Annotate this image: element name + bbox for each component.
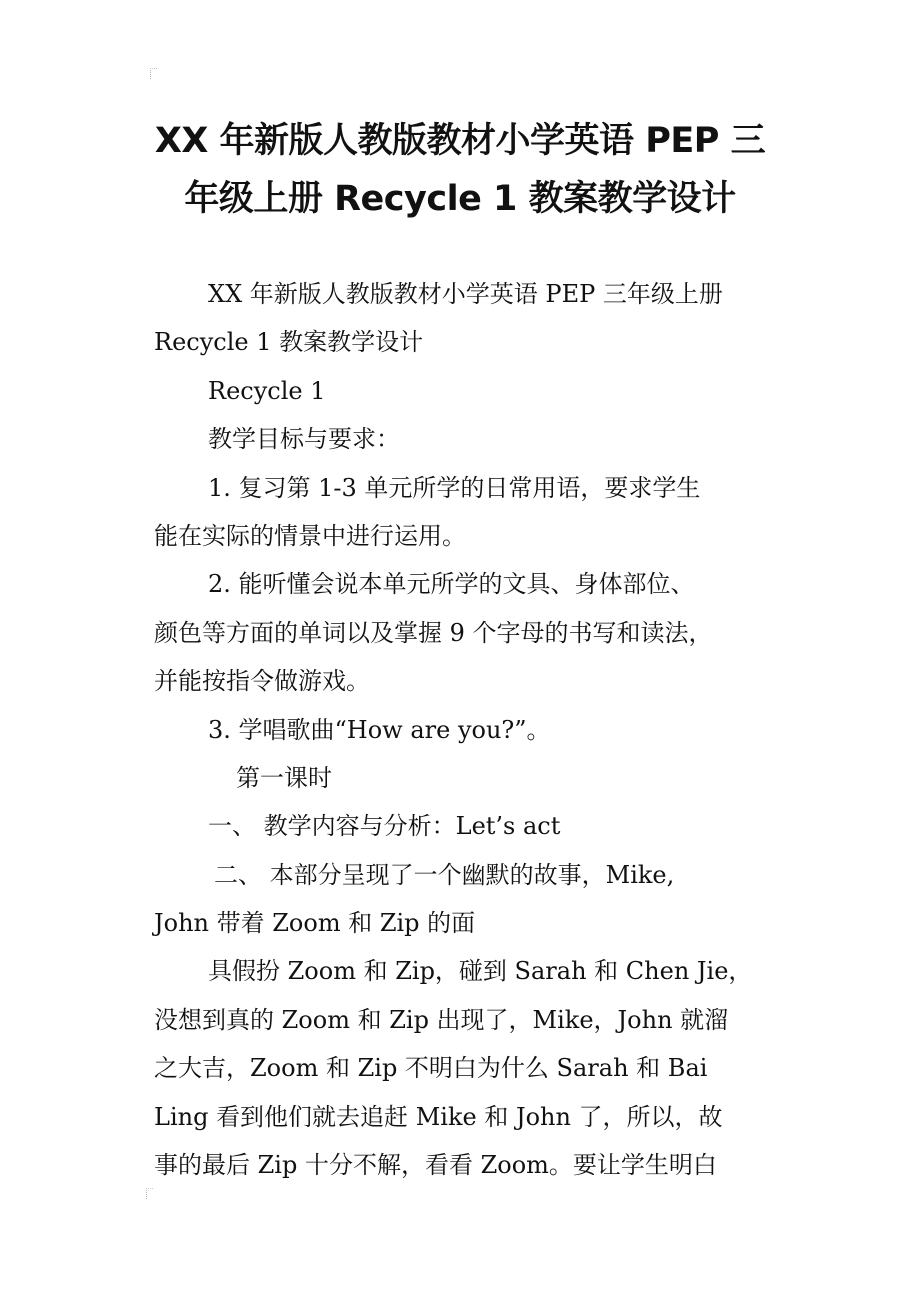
paragraph-line: XX 年新版人教版教材小学英语 PEP 三年级上册: [208, 280, 723, 308]
paragraph-line: Recycle 1 教案教学设计: [154, 328, 424, 357]
paragraph-line: Recycle 1: [208, 376, 326, 405]
paragraph-line: 具假扮 Zoom 和 Zip，碰到 Sarah 和 Chen Jie，: [208, 957, 753, 986]
paragraph-line: 并能按指令做游戏。: [154, 667, 370, 696]
list-item: 二、 本部分呈现了一个幽默的故事，Mike,: [214, 860, 675, 889]
lesson-heading: 第一课时: [236, 763, 332, 792]
page-corner-mark-top: [150, 68, 157, 79]
list-item: 1. 复习第 1-3 单元所学的日常用语，要求学生: [208, 473, 701, 502]
list-item: 3. 学唱歌曲“How are you?”。: [208, 715, 551, 744]
paragraph-line: 颜色等方面的单词以及掌握 9 个字母的书写和读法，: [154, 618, 713, 647]
document-body: [154, 270, 786, 1189]
list-item: 2. 能听懂会说本单元所学的文具、身体部位、: [208, 570, 695, 599]
title-line: XX 年新版人教版教材小学英语 PEP 三: [154, 121, 766, 161]
paragraph-line: 事的最后 Zip 十分不解，看看 Zoom。要让学生明白: [154, 1151, 717, 1180]
section-heading: 教学目标与要求：: [208, 425, 400, 454]
paragraph-line: John 带着 Zoom 和 Zip 的面: [154, 909, 476, 938]
list-item: 一、 教学内容与分析：Let’s act: [208, 812, 561, 841]
paragraph-line: 没想到真的 Zoom 和 Zip 出现了，Mike，John 就溜: [154, 1005, 729, 1034]
title-line: 年级上册 Recycle 1 教案教学设计: [184, 179, 736, 219]
paragraph-line: 能在实际的情景中进行运用。: [154, 521, 466, 550]
page-corner-mark-bottom: [146, 1188, 153, 1199]
paragraph-line: 之大吉，Zoom 和 Zip 不明白为什么 Sarah 和 Bai: [154, 1054, 708, 1083]
document-title: [90, 112, 830, 228]
paragraph-line: Ling 看到他们就去追赶 Mike 和 John 了，所以，故: [154, 1102, 723, 1131]
